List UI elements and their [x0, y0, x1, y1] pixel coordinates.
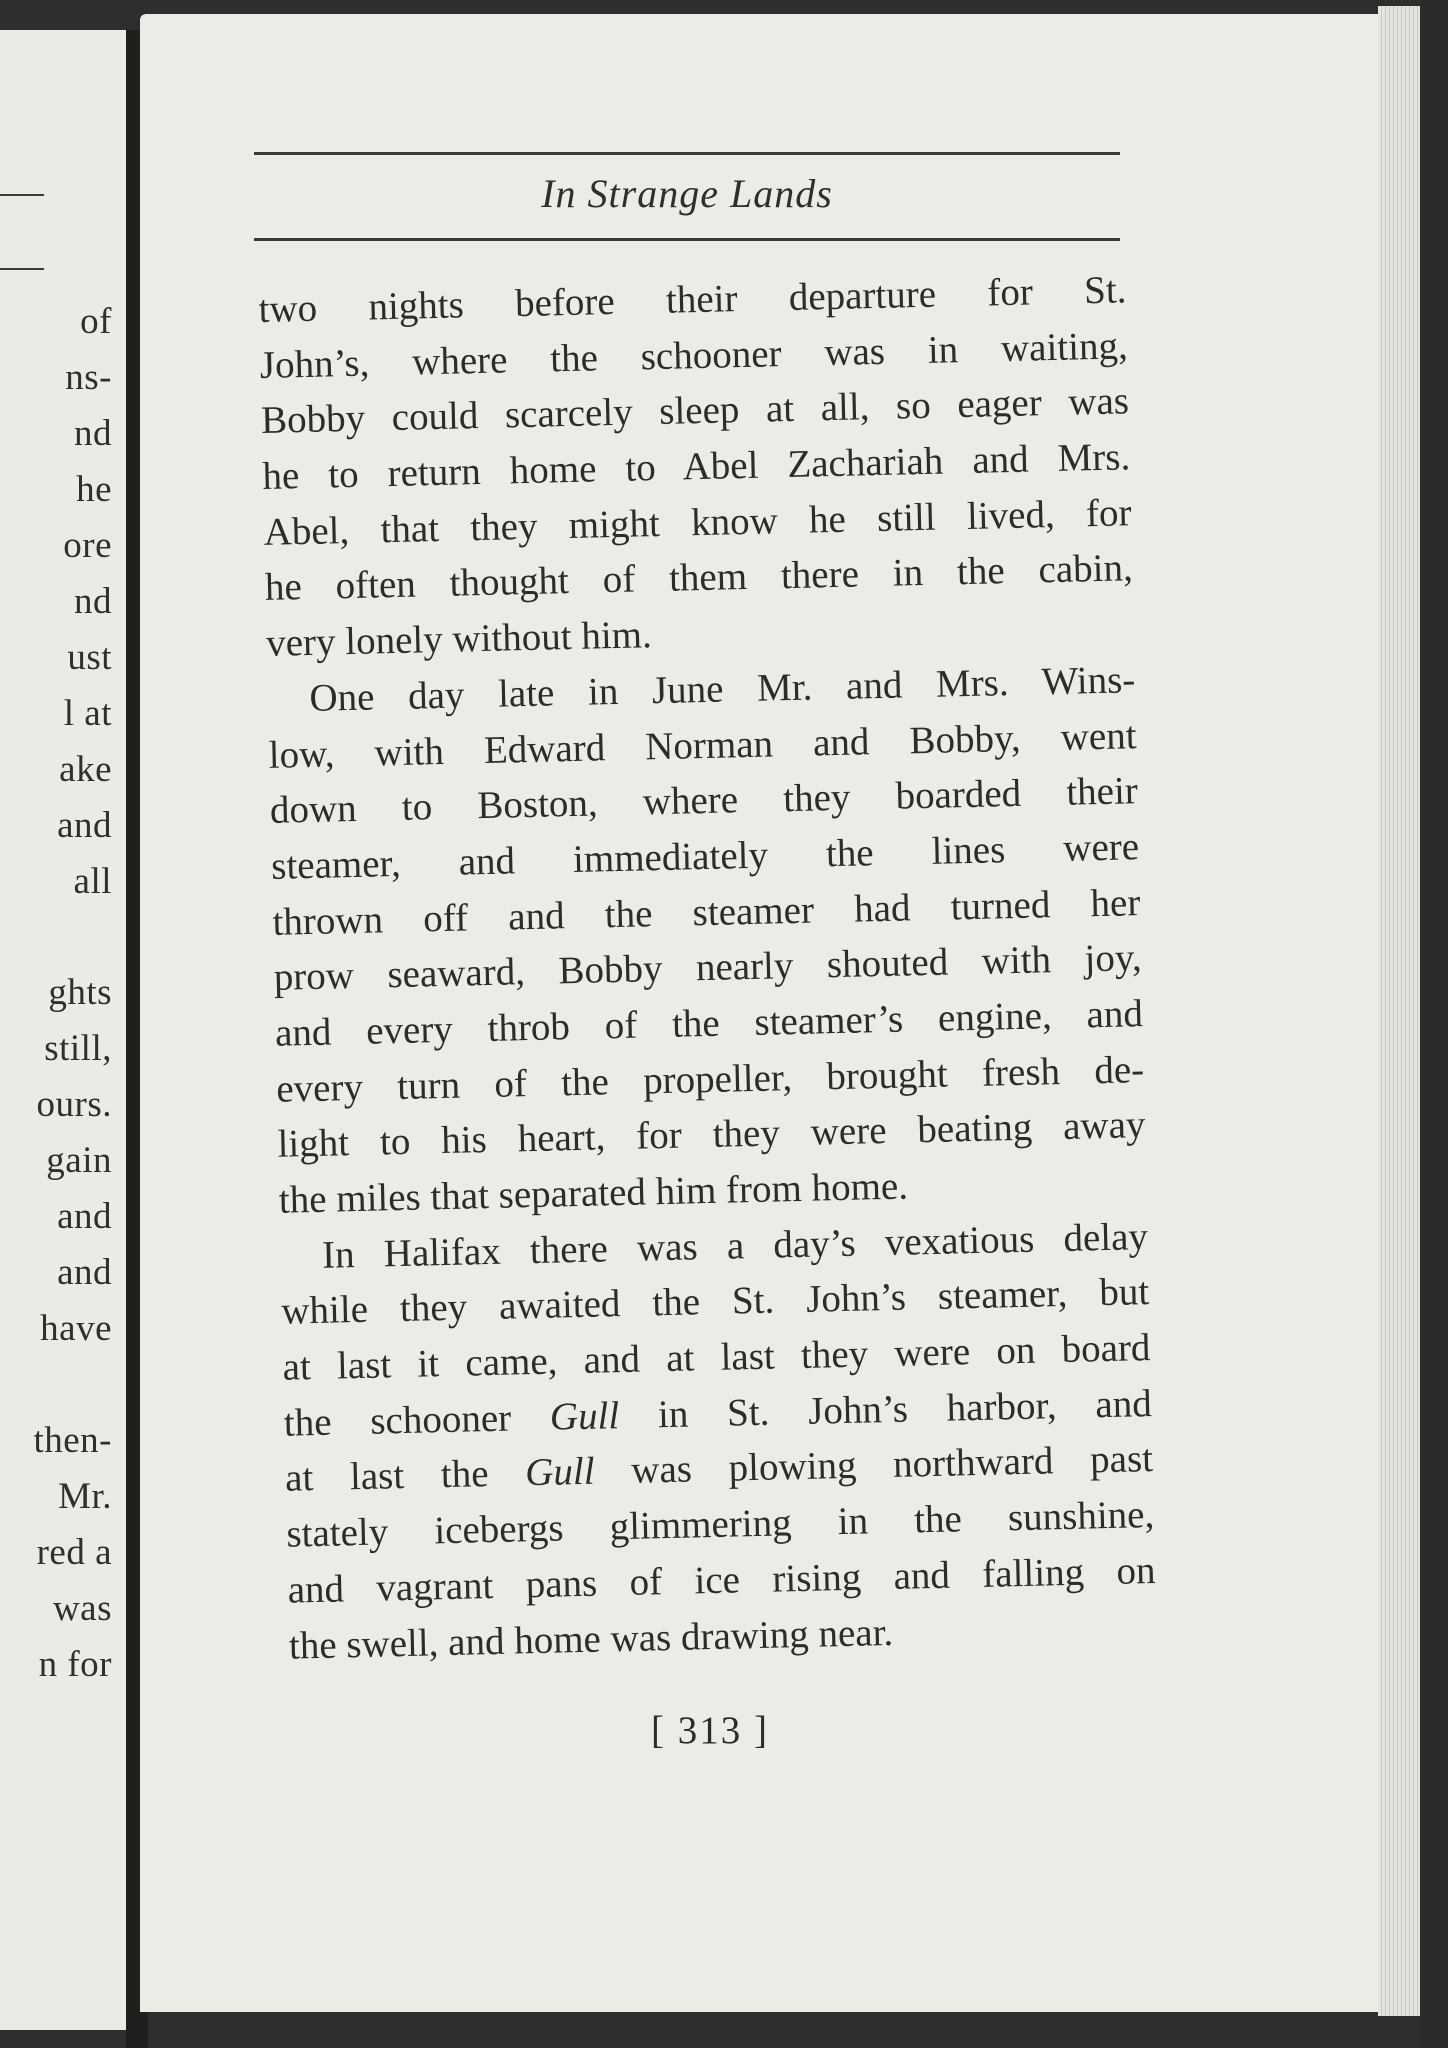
previous-page-fragment: gain: [46, 1140, 112, 1182]
previous-page-fragment: still,: [44, 1028, 112, 1070]
page-stack-edges: [1378, 6, 1422, 2016]
previous-page-fragment: all: [73, 860, 112, 902]
text-line: Abel, that they might know he still lived, for: [263, 490, 1132, 554]
previous-page-fragment: then-: [33, 1420, 112, 1461]
ship-name-italic: Gull: [549, 1393, 620, 1439]
text-line: One day late in June Mr. and Mrs. Wins-: [308, 658, 1136, 720]
previous-page-fragment: ake: [59, 748, 112, 790]
previous-page-fragment: nd: [74, 580, 112, 622]
text-run: was plowing northward past: [630, 1437, 1154, 1493]
previous-page-fragment: and: [57, 1196, 112, 1238]
text-line: steamer, and immediately the lines were: [270, 825, 1140, 888]
text-line: low, with Edward Norman and Bobby, went: [268, 713, 1137, 777]
text-line: and every throb of the steamer’s engine, and: [274, 992, 1144, 1055]
previous-page-fragment: have: [40, 1308, 112, 1350]
previous-page-fragment: red a: [36, 1531, 112, 1573]
text-line: the swell, and home was drawing near.: [288, 1610, 894, 1668]
text-line: two nights before their departure for St.: [258, 268, 1127, 331]
paragraph-3: [279, 1209, 1157, 1674]
paragraph-2: [267, 652, 1147, 1228]
text-line: down to Boston, where they boarded their: [269, 769, 1139, 833]
left-header-rule-bottom: [0, 268, 44, 270]
header-rule-bottom: [254, 238, 1120, 241]
text-line: every turn of the propeller, brought fresh de-: [275, 1047, 1145, 1111]
header-rule-top: [254, 152, 1120, 155]
previous-page-fragment: Mr.: [58, 1475, 112, 1517]
previous-page-fragment: nd: [74, 412, 112, 454]
text-line: prow seaward, Bobby nearly shouted with joy,: [273, 936, 1143, 1000]
left-header-rule-top: [0, 194, 44, 196]
text-line: thrown off and the steamer had turned her: [272, 880, 1141, 944]
book-cover-edge: [1420, 0, 1448, 2048]
text-line: Bobby could scarcely sleep at all, so eager was: [260, 379, 1130, 443]
previous-page-fragment: he: [76, 468, 112, 510]
text-line: while they awaited the St. John’s steamer, but: [280, 1270, 1150, 1334]
page-number: [ 313 ]: [651, 1709, 769, 1752]
previous-page-fragment: l at: [63, 692, 112, 734]
text-line: In Halifax there was a day’s vexatious delay: [321, 1214, 1149, 1277]
previous-page-fragment: and: [57, 804, 112, 846]
previous-page-fragment: n for: [38, 1643, 112, 1685]
previous-page-fragment: ore: [63, 524, 112, 566]
previous-page-fragment: ours.: [36, 1084, 112, 1126]
body-text: [258, 262, 1157, 1674]
previous-page-edge: [0, 30, 126, 2030]
previous-page-fragment: and: [57, 1252, 112, 1294]
text-line: the miles that separated him from home.: [278, 1164, 909, 1222]
paragraph-1: [258, 262, 1135, 671]
text-line: light to his heart, for they were beating away: [277, 1103, 1146, 1167]
text-run: at last the: [284, 1452, 489, 1501]
running-head: In Strange Lands: [541, 171, 833, 216]
text-line: very lonely without him.: [265, 613, 653, 666]
text-line: stately icebergs glimmering in the sunshine,: [285, 1493, 1155, 1556]
ship-name-italic: Gull: [524, 1450, 596, 1495]
previous-page-fragment: ghts: [48, 972, 112, 1014]
text-line: he to return home to Abel Zachariah and Mrs.: [261, 435, 1131, 499]
previous-page-fragment: of: [80, 301, 112, 342]
text-run: the schooner: [283, 1396, 512, 1445]
text-line: and vagrant pans of ice rising and falling on: [287, 1548, 1156, 1612]
previous-page-fragment: was: [52, 1587, 112, 1629]
text-run: in St. John’s harbor, and: [657, 1381, 1153, 1436]
previous-page-fragment: ust: [67, 636, 112, 678]
previous-page-fragment: ns-: [65, 356, 112, 398]
text-line: at last it came, and at last they were on board: [282, 1326, 1151, 1389]
text-line: John’s, where the schooner was in waiting,: [259, 323, 1129, 387]
text-line: he often thought of them there in the cabin,: [264, 546, 1134, 610]
